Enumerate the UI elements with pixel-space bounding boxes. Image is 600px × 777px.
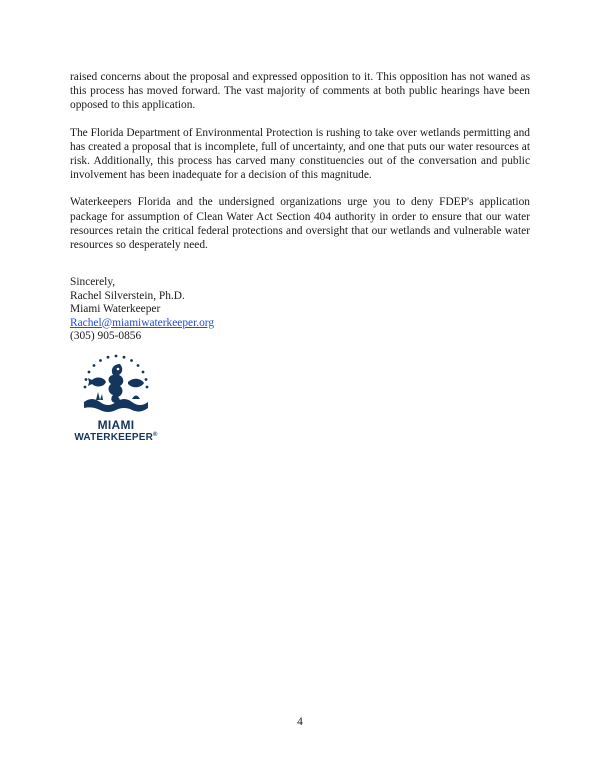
- logo-text-waterkeeper-word: WATERKEEPER: [74, 432, 154, 443]
- paragraph-request: Waterkeepers Florida and the undersigned organizations urge you to deny FDEP's application package for assumption of Clean Water Act Section 404 authority in order to ensure that our water resources retain the critical federal protections and oversight that our wetlands and vulnerable water resources so desperately need.: [70, 196, 530, 252]
- paragraph-opposition: raised concerns about the proposal and expressed opposition to it. This opposition has not waned as this process has moved forward. The vast majority of comments at both public hearings have been opposed to this application.: [70, 71, 530, 112]
- signer-organization: Miami Waterkeeper: [70, 303, 161, 315]
- logo-text-waterkeeper: [68, 432, 164, 443]
- seahorse-emblem-icon: [80, 352, 152, 420]
- logo-text-miami: MIAMI: [97, 418, 135, 432]
- paragraph-fdep-proposal: The Florida Department of Environmental Protection is rushing to take over wetlands permitting and has created a proposal that is incomplete, full of uncertainty, and one that puts our water resources at risk. Additionally, this process has carved many constituencies out of the conversation and public involvement has been inadequate for a decision of this magnitude.: [70, 126, 530, 182]
- miami-waterkeeper-logo: [68, 352, 164, 448]
- email-link[interactable]: Rachel@miamiwaterkeeper.org: [70, 316, 215, 329]
- page-number: 4: [297, 716, 303, 728]
- phone-number: (305) 905-0856: [70, 330, 142, 342]
- letter-body: [70, 70, 530, 265]
- signature-block: [70, 276, 214, 344]
- signer-name: Rachel Silverstein, Ph.D.: [70, 289, 185, 302]
- salutation: Sincerely,: [70, 276, 116, 288]
- registered-mark: ®: [153, 432, 158, 438]
